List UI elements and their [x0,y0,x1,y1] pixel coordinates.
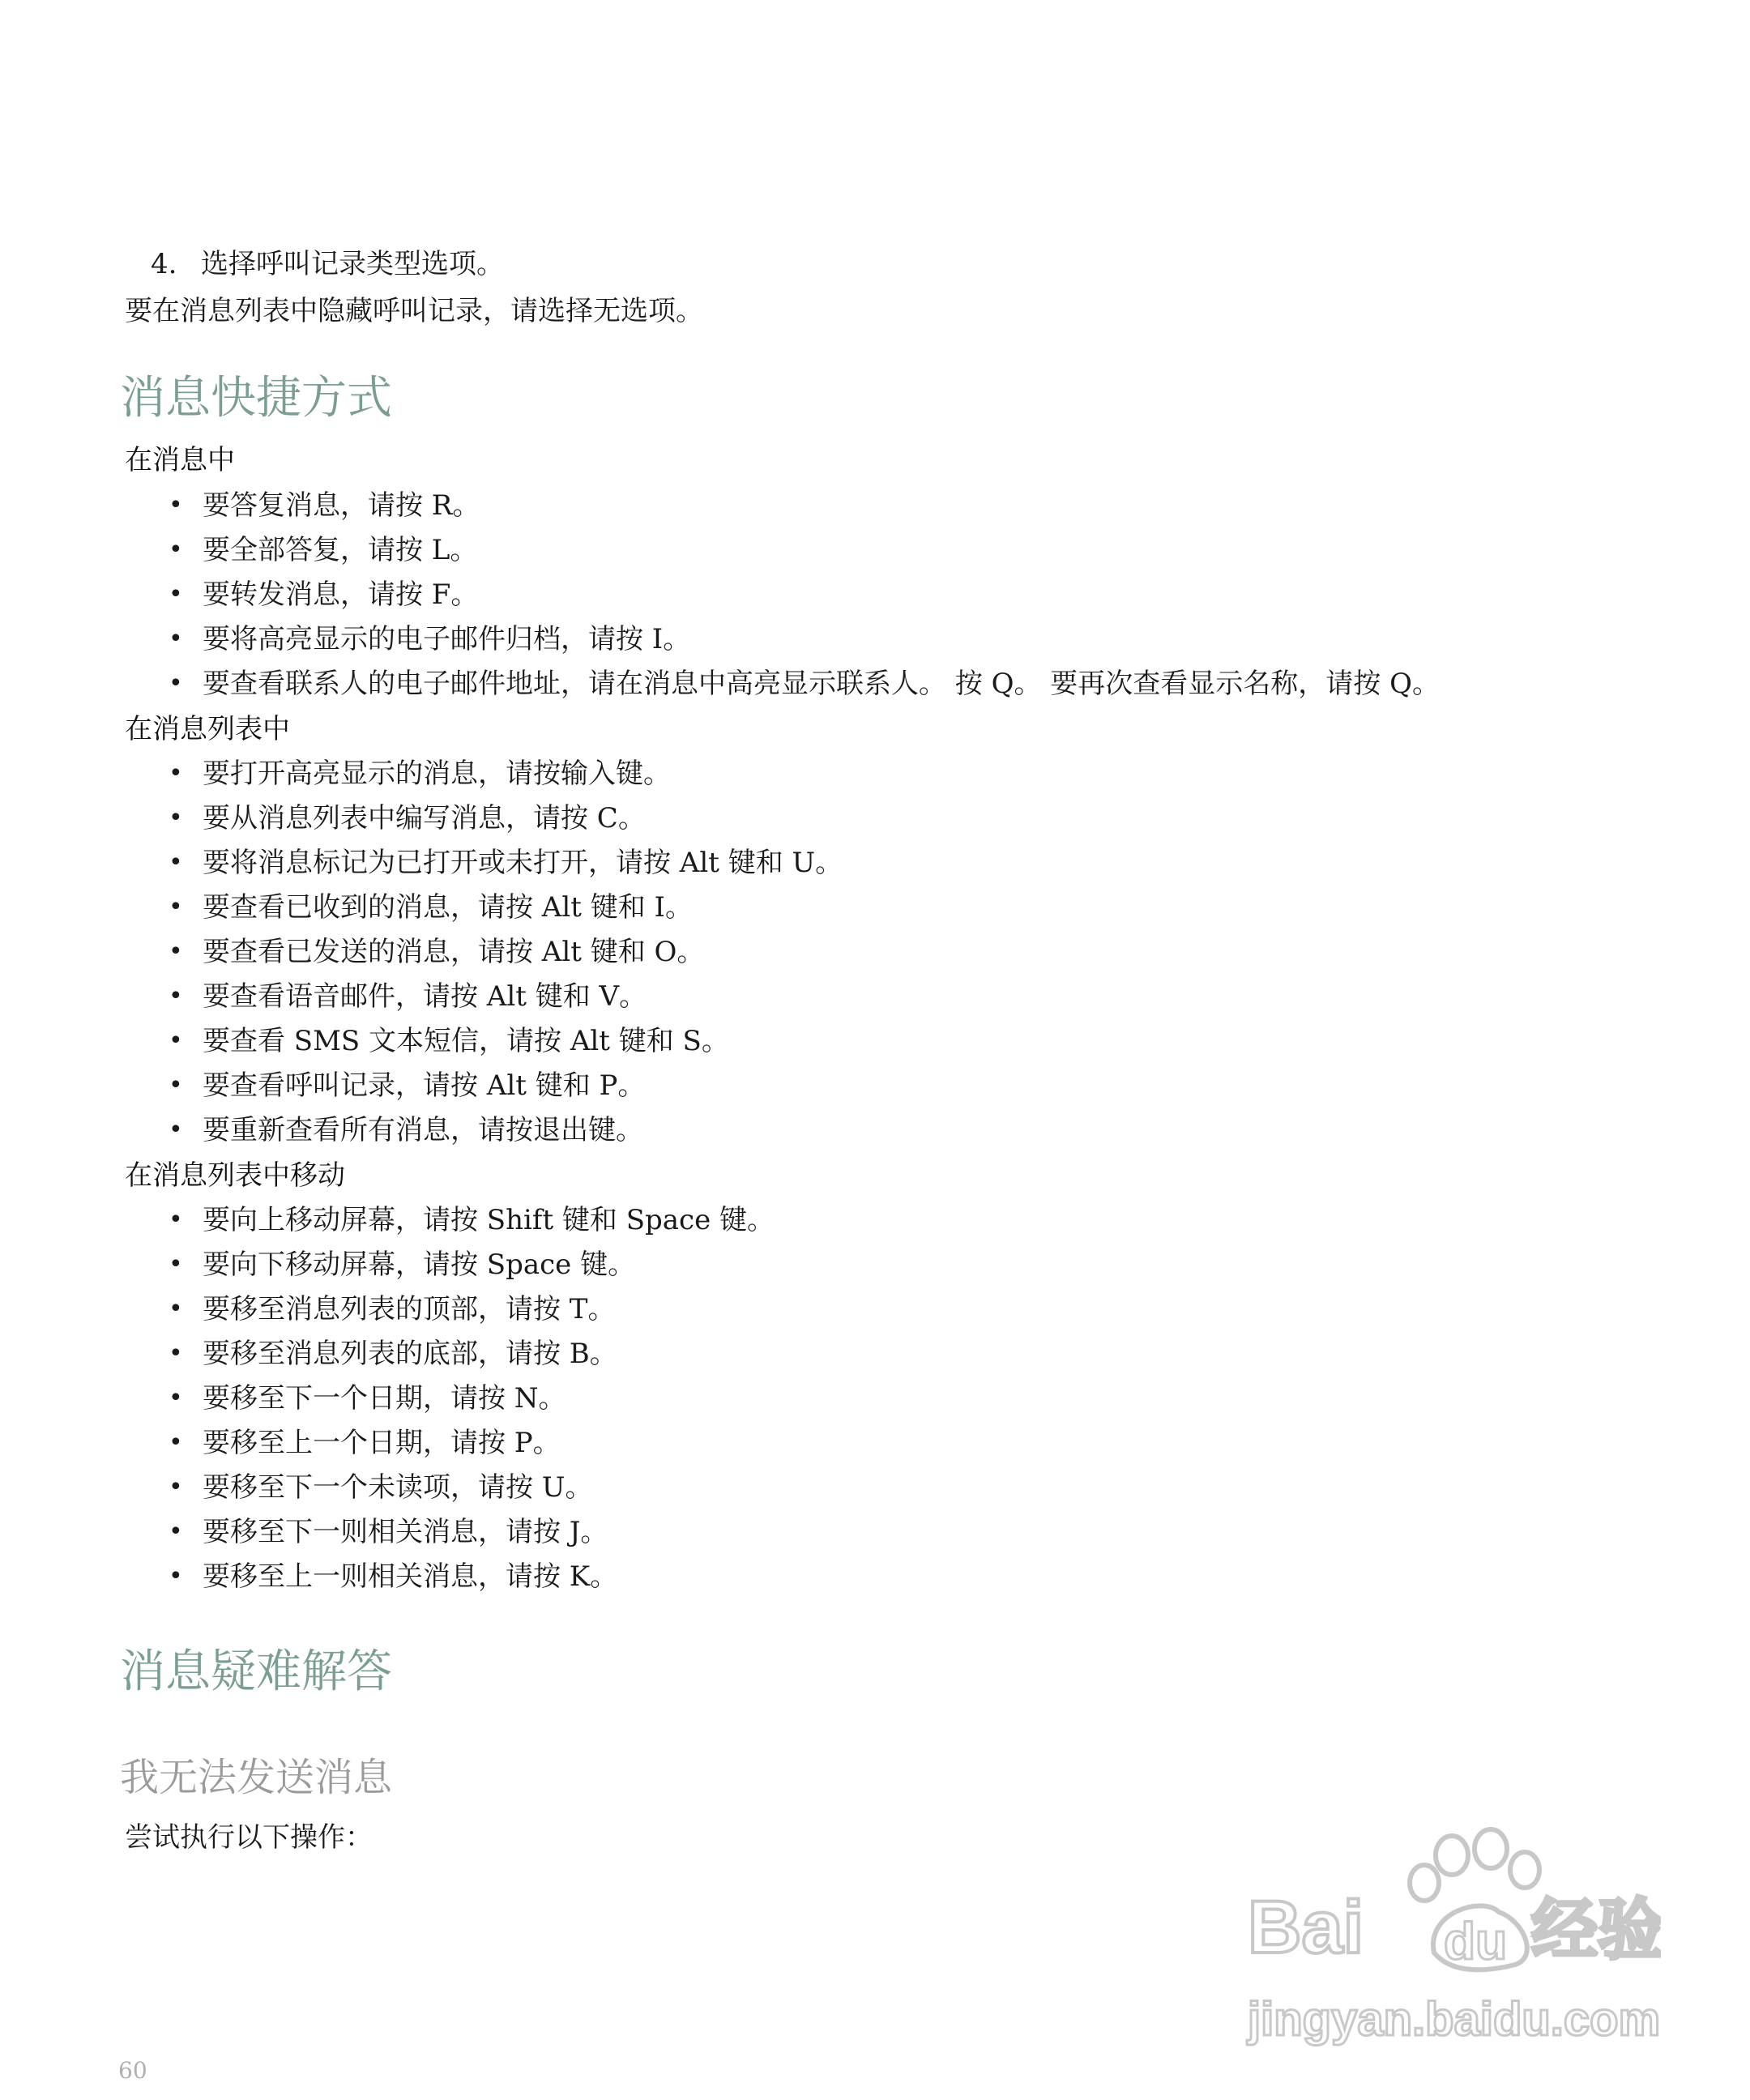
bullet-icon: • [169,1206,183,1234]
step-number: 4. [151,248,177,280]
bullet-icon: • [169,1027,183,1055]
list-item: 要从消息列表中编写消息，请按 C。 [203,802,646,834]
list-item: 要查看语音邮件，请按 Alt 键和 V。 [203,980,647,1013]
bullet-icon: • [169,669,183,698]
list-item: 要向上移动屏幕，请按 Shift 键和 Space 键。 [203,1204,775,1236]
list-item: 要打开高亮显示的消息，请按输入键。 [203,758,671,790]
baidu-jingyan-watermark [1240,1815,1661,2058]
list-item: 要重新查看所有消息，请按退出键。 [203,1114,643,1146]
page-number: 60 [118,2057,147,2084]
bullet-icon: • [169,536,183,564]
list-item: 要查看联系人的电子邮件地址，请在消息中高亮显示联系人。 按 Q。 要再次查看显示名称，请按 Q。 [203,668,1440,700]
bullet-icon: • [169,804,183,832]
step-note: 要在消息列表中隐藏呼叫记录，请选择无选项。 [125,295,703,327]
watermark-brand-paw-text: du [1444,1912,1508,1970]
bullet-icon: • [169,1517,183,1546]
list-item: 要查看已发送的消息，请按 Alt 键和 O。 [203,936,705,968]
watermark-url: jingyan.baidu.com [1248,1993,1661,2046]
list-item: 要移至上一则相关消息，请按 K。 [203,1560,618,1593]
list-item: 要将高亮显示的电子邮件归档，请按 I。 [203,623,691,655]
bullet-icon: • [169,580,183,608]
list-item: 要移至消息列表的底部，请按 B。 [203,1338,617,1370]
subhead-in-message: 在消息中 [125,444,235,476]
bullet-icon: • [169,1428,183,1457]
list-item: 要向下移动屏幕，请按 Space 键。 [203,1248,636,1281]
bullet-icon: • [169,893,183,921]
section-heading-troubleshooting: 消息疑难解答 [120,1645,392,1698]
bullet-icon: • [169,937,183,966]
bullet-icon: • [169,1116,183,1144]
list-item: 要查看呼叫记录，请按 Alt 键和 P。 [203,1069,646,1102]
bullet-icon: • [169,1562,183,1590]
list-item: 要将消息标记为已打开或未打开，请按 Alt 键和 U。 [203,847,843,879]
watermark-brand-left: Bai [1248,1886,1364,1969]
bullet-icon: • [169,625,183,653]
bullet-icon: • [169,982,183,1010]
bullet-icon: • [169,1295,183,1323]
subhead-move-in-list: 在消息列表中移动 [125,1159,345,1192]
subhead-in-list: 在消息列表中 [125,713,290,745]
list-item: 要移至下一则相关消息，请按 J。 [203,1516,608,1548]
body-text: 尝试执行以下操作： [125,1821,373,1854]
bullet-icon: • [169,1384,183,1412]
list-item: 要移至消息列表的顶部，请按 T。 [203,1293,616,1325]
list-item: 要移至上一个日期，请按 P。 [203,1427,561,1459]
list-item: 要移至下一个未读项，请按 U。 [203,1471,593,1504]
bullet-icon: • [169,1250,183,1278]
step-text: 选择呼叫记录类型选项。 [201,248,504,280]
bullet-icon: • [169,1071,183,1099]
list-item: 要查看已收到的消息，请按 Alt 键和 I。 [203,891,693,924]
section-heading-shortcuts: 消息快捷方式 [120,372,392,425]
bullet-icon: • [169,1339,183,1368]
list-item: 要转发消息，请按 F。 [203,578,479,611]
bullet-icon: • [169,848,183,877]
bullet-icon: • [169,1473,183,1501]
list-item: 要全部答复，请按 L。 [203,534,478,566]
list-item: 要查看 SMS 文本短信，请按 Alt 键和 S。 [203,1025,729,1057]
watermark-brand-right: 经验 [1531,1892,1661,1969]
list-item: 要移至下一个日期，请按 N。 [203,1382,566,1415]
list-item: 要答复消息，请按 R。 [203,489,480,522]
subsection-heading: 我无法发送消息 [120,1755,393,1800]
bullet-icon: • [169,759,183,788]
numbered-step [151,248,504,280]
bullet-icon: • [169,491,183,519]
